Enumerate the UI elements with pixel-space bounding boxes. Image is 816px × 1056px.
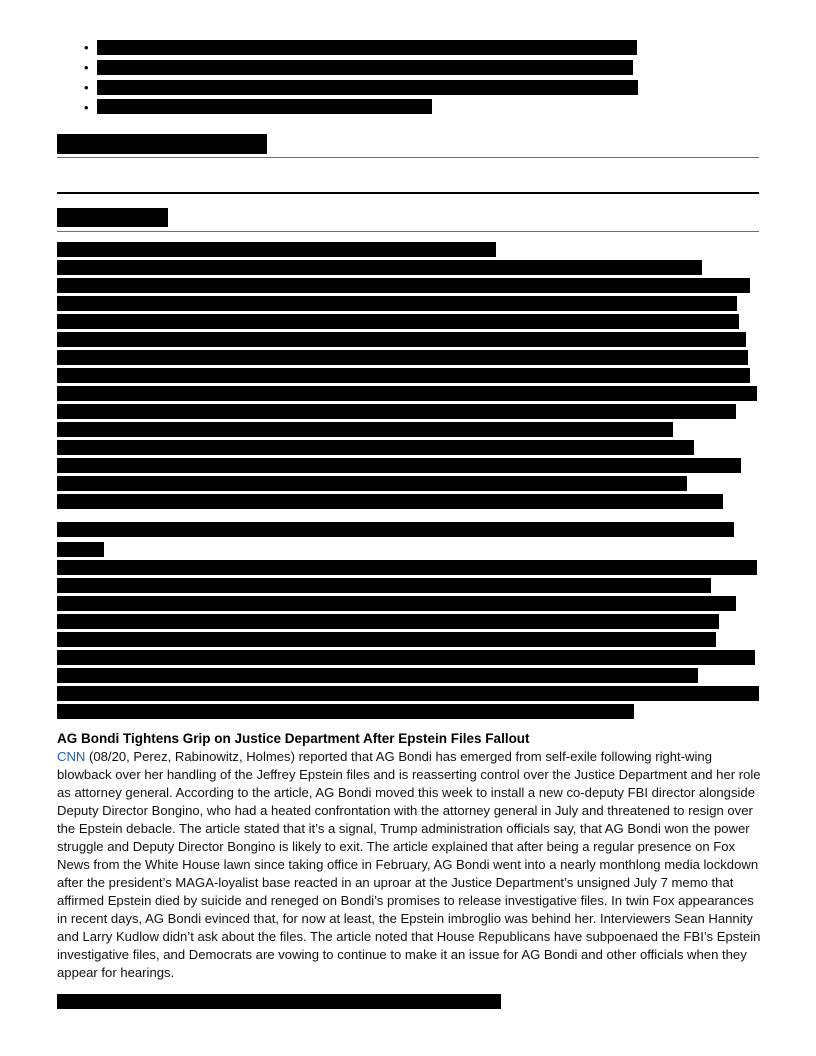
bullet-marker: • xyxy=(84,60,89,75)
redaction-bar xyxy=(57,350,748,365)
bullet-marker: • xyxy=(84,40,89,55)
article-headline: AG Bondi Tightens Grip on Justice Department After Epstein Files Fallout xyxy=(57,731,530,746)
redaction-bar xyxy=(57,542,104,557)
redaction-bar xyxy=(57,578,711,593)
redaction-bar xyxy=(57,386,757,401)
redaction-bar xyxy=(57,422,673,437)
bullet-marker: • xyxy=(84,80,89,95)
redaction-bar xyxy=(97,99,432,114)
redaction-bar xyxy=(57,260,702,275)
redaction-bar xyxy=(57,476,687,491)
redaction-bar xyxy=(57,614,719,629)
source-link[interactable]: CNN xyxy=(57,749,86,764)
redaction-bar xyxy=(57,668,698,683)
redaction-bar xyxy=(97,60,633,75)
redaction-bar xyxy=(57,704,634,719)
section-divider xyxy=(57,157,759,158)
redaction-bar xyxy=(57,440,694,455)
redaction-bar xyxy=(57,522,734,537)
redaction-bar xyxy=(97,80,638,95)
redaction-bar xyxy=(57,332,746,347)
redaction-bar xyxy=(57,404,736,419)
redaction-bar xyxy=(57,458,741,473)
redaction-bar xyxy=(57,278,750,293)
redaction-bar xyxy=(97,40,637,55)
redaction-bar xyxy=(57,560,757,575)
redacted-section-heading xyxy=(57,134,267,154)
redaction-bar xyxy=(57,632,716,647)
section-divider xyxy=(57,231,759,232)
redaction-bar xyxy=(57,650,755,665)
redaction-bar xyxy=(57,314,739,329)
article-body xyxy=(57,748,762,982)
redaction-bar xyxy=(57,242,496,257)
redaction-bar xyxy=(57,494,723,509)
redaction-bar xyxy=(57,994,501,1009)
redacted-subsection-heading xyxy=(57,208,168,227)
redaction-bar xyxy=(57,368,750,383)
redaction-bar xyxy=(57,296,737,311)
redaction-bar xyxy=(57,596,736,611)
page-divider xyxy=(57,192,759,194)
redaction-bar xyxy=(57,686,759,701)
article-text: (08/20, Perez, Rabinowitz, Holmes) reported that AG Bondi has emerged from self-exile following right-wing blowback over her handling of the Jeffrey Epstein files and is reasserting control over the Justice Department and her role as attorney general. According to the article, AG Bondi moved this week to install a new co-deputy FBI director alongside Deputy Director Bongino, who had a heated confrontation with the attorney general in July and threatened to resign over the Epstein debacle. The article stated that it’s a signal, Trump administration officials say, that AG Bondi won the power struggle and Deputy Director Bongino is likely to exit. The article explained that after being a regular presence on Fox News from the White House lawn since taking office in February, AG Bondi went into a nearly monthlong media lockdown after the president’s MAGA-loyalist base reacted in an uproar at the Justice Department’s unsigned July 7 memo that affirmed Epstein died by suicide and reneged on Bondi’s promises to release investigative files. In twin Fox appearances in recent days, AG Bondi evinced that, for now at least, the Epstein imbroglio was behind her. Interviewers Sean Hannity and Larry Kudlow didn’t ask about the files. The article noted that House Republicans have subpoenaed the FBI’s Epstein investigative files, and Democrats are vowing to continue to make it an issue for AG Bondi and other officials when they appear for hearings. xyxy=(57,749,761,980)
bullet-marker: • xyxy=(84,100,89,115)
